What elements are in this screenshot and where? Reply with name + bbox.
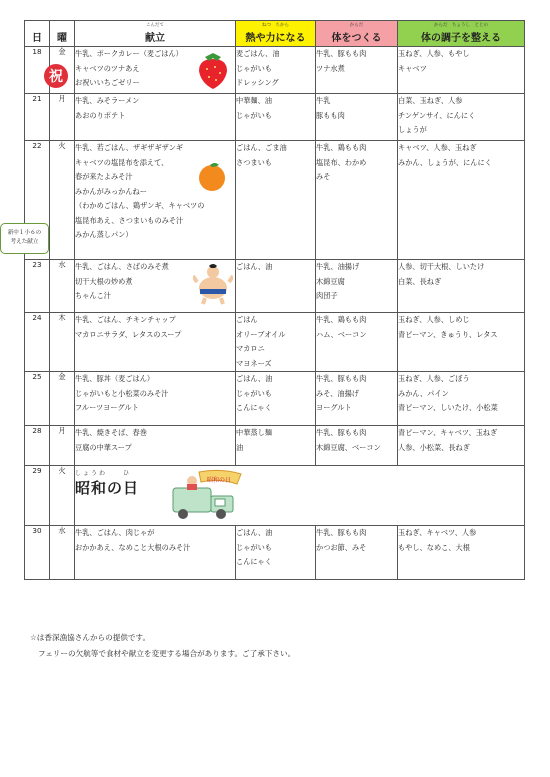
holiday-cell: [75, 466, 525, 526]
menu-cell-line: 牛乳、ごはん、さばのみそ煮: [75, 262, 169, 271]
condition-cell-line: 青ピーマン、しいたけ、小松菜: [398, 403, 498, 412]
body-cell-line: みそ: [316, 172, 331, 181]
body-cell: [316, 47, 398, 94]
mandarin-orange-icon: [195, 159, 229, 193]
menu-cell-line: じゃがいもと小松菜のみそ汁: [75, 388, 169, 398]
menu-cell: [75, 260, 236, 313]
body-cell: [316, 526, 398, 580]
condition-cell-line: 人参、小松菜、長ねぎ: [398, 442, 470, 452]
energy-cell-line: こんにゃく: [236, 557, 272, 566]
holiday-sign-text: 昭和の日: [207, 477, 232, 484]
menu-cell: [75, 426, 236, 466]
row-day: 30: [25, 526, 50, 580]
menu-cell-line: おかかあえ、なめこと大根のみそ汁: [75, 542, 191, 552]
condition-cell: [398, 426, 525, 466]
energy-cell-line: さつまいも: [236, 157, 272, 167]
row-day: 21: [25, 94, 50, 141]
body-cell-line: 牛乳、油揚げ: [316, 262, 360, 271]
menu-cell-line: キャベツの塩昆布を添えて、: [75, 157, 169, 167]
row-day: 18: [25, 47, 50, 94]
energy-cell: [236, 372, 316, 426]
energy-cell-line: 麦ごはん、油: [236, 49, 280, 58]
menu-cell-line: 牛乳、焼きそば、春巻: [75, 428, 147, 437]
header-weekday: 曜: [50, 21, 75, 47]
condition-cell-line: みかん、パイン: [398, 388, 449, 398]
energy-cell-line: じゃがいも: [236, 110, 272, 120]
body-cell-line: 牛乳: [316, 96, 331, 105]
header-row: [25, 21, 525, 47]
energy-cell: [236, 426, 316, 466]
notes: [30, 630, 295, 662]
menu-cell: [75, 94, 236, 141]
condition-cell: [398, 526, 525, 580]
menu-cell: [75, 141, 236, 260]
body-cell-line: 牛乳、豚もも肉: [316, 428, 367, 437]
header-condition: からだ ちょうし ととの 体の調子を整える: [398, 21, 525, 47]
condition-cell-line: みかん、しょうが、にんにく: [398, 157, 492, 167]
condition-cell-line: 玉ねぎ、人参、ごぼう: [398, 374, 470, 383]
menu-cell-line: 牛乳、豚丼（麦ごはん）: [75, 374, 155, 383]
body-cell-line: 牛乳、鶏もも肉: [316, 315, 367, 324]
body-cell-line: ハム、ベーコン: [316, 329, 367, 339]
row-day: 24: [25, 313, 50, 372]
note-line: ☆は香深漁協さんからの提供です。: [30, 633, 151, 642]
energy-cell: [236, 313, 316, 372]
menu-row: [25, 94, 525, 141]
condition-cell: [398, 313, 525, 372]
energy-cell-line: ドレッシング: [236, 78, 279, 87]
menu-cell-line: ちゃんこ汁: [75, 291, 111, 300]
body-cell: [316, 260, 398, 313]
row-day: 22: [25, 141, 50, 260]
body-cell-line: 木綿豆腐、ベーコン: [316, 442, 381, 452]
energy-cell-line: ごはん: [236, 315, 258, 324]
energy-cell-line: オリーブオイル: [236, 329, 286, 339]
energy-cell: [236, 47, 316, 94]
body-cell-line: 塩昆布、わかめ: [316, 157, 367, 167]
energy-cell-line: ごはん、油: [236, 262, 273, 271]
condition-cell: [398, 372, 525, 426]
menu-cell-line: 春が来たよみそ汁: [75, 172, 133, 181]
menu-cell-line: 牛乳、みそラーメン: [75, 96, 140, 105]
menu-cell-line: 塩昆布あえ、さつまいものみそ汁: [75, 215, 184, 225]
header-day: 日: [25, 21, 50, 47]
menu-cell-line: フルーツヨーグルト: [75, 403, 139, 412]
energy-cell-line: ごはん、油: [236, 528, 273, 537]
energy-cell-line: マヨネーズ: [236, 358, 272, 368]
condition-cell: [398, 141, 525, 260]
body-cell: [316, 313, 398, 372]
body-cell: [316, 141, 398, 260]
sumo-wrestler-icon: [193, 262, 233, 306]
menu-cell: [75, 526, 236, 580]
condition-cell-line: 青ピーマン、キャベツ、玉ねぎ: [398, 428, 498, 437]
energy-cell-line: ごはん、油: [236, 374, 273, 383]
condition-cell: [398, 47, 525, 94]
menu-cell-line: 牛乳、ごはん、チキンチャップ: [75, 315, 176, 324]
energy-cell: [236, 141, 316, 260]
condition-cell-line: チンゲンサイ、にんにく: [398, 110, 476, 120]
body-cell-line: 肉団子: [316, 291, 338, 300]
condition-cell-line: キャベツ: [398, 63, 427, 73]
body-cell-line: 牛乳、鶏もも肉: [316, 143, 367, 152]
condition-cell: [398, 260, 525, 313]
row-weekday: 金: [50, 47, 75, 94]
menu-cell-line: みかんがみっかんねー: [75, 186, 147, 196]
header-body: からだ 体をつくる: [316, 21, 398, 47]
menu-cell: [75, 372, 236, 426]
menu-sheet: [24, 20, 524, 580]
holiday-title: 昭和の日: [75, 479, 140, 497]
menu-cell-line: 牛乳、若ごはん、ザギザギザンギ: [75, 143, 184, 152]
body-cell-line: 牛乳、豚もも肉: [316, 49, 367, 58]
row-day: 29: [25, 466, 50, 526]
student-menu-callout: 新中１小６の 考えた献立: [0, 223, 49, 254]
menu-cell: [75, 313, 236, 372]
strawberry-icon: [193, 49, 233, 91]
menu-row: [25, 466, 525, 526]
row-weekday: 水: [50, 526, 75, 580]
energy-cell: [236, 94, 316, 141]
menu-cell-line: キャベツのツナあえ: [75, 63, 140, 73]
condition-cell-line: しょうが: [398, 125, 427, 134]
energy-cell-line: 中華麺、油: [236, 96, 272, 105]
row-weekday: 木: [50, 313, 75, 372]
menu-cell-line: （わかめごはん、鶏ザンギ、キャベツの: [75, 201, 205, 210]
row-weekday: 月: [50, 426, 75, 466]
row-day: 23: [25, 260, 50, 313]
body-cell-line: ヨーグルト: [316, 403, 352, 412]
menu-cell-line: 牛乳、ごはん、肉じゃが: [75, 528, 155, 537]
body-cell-line: 木綿豆腐: [316, 276, 345, 286]
menu-cell-line: あおのりポテト: [75, 110, 126, 120]
menu-cell-line: 切干大根の炒め煮: [75, 276, 133, 286]
body-cell: [316, 94, 398, 141]
body-cell-line: ツナ水煮: [316, 63, 345, 73]
condition-cell-line: キャベツ、人参、玉ねぎ: [398, 143, 477, 152]
menu-cell-line: お祝いいちごゼリー: [75, 78, 140, 87]
energy-cell: [236, 260, 316, 313]
energy-cell-line: 中華蒸し麺: [236, 428, 272, 437]
body-cell: [316, 372, 398, 426]
energy-cell-line: 油: [236, 442, 244, 452]
condition-cell-line: 人参、切干大根、しいたけ: [398, 262, 485, 271]
row-weekday: 月: [50, 94, 75, 141]
celebration-mark-icon: [41, 61, 71, 91]
condition-cell-line: 青ピーマン、きゅうり、レタス: [398, 329, 498, 339]
header-menu: こんだて 献立: [75, 21, 236, 47]
menu-cell-line: 牛乳、ポークカレー（麦ごはん）: [75, 49, 183, 58]
body-cell-line: かつお節、みそ: [316, 542, 367, 552]
lunch-menu-table: [24, 20, 525, 580]
header-energy: ねつ ちから 熱や力になる: [236, 21, 316, 47]
condition-cell-line: 白菜、玉ねぎ、人参: [398, 96, 463, 105]
note-line: フェリーの欠航等で食材や献立を変更する場合があります。ご了承下さい。: [38, 649, 296, 658]
row-day: 25: [25, 372, 50, 426]
body-cell-line: 豚もも肉: [316, 110, 345, 120]
holiday-reading: しょうわ ひ: [75, 470, 132, 477]
menu-row: [25, 260, 525, 313]
holiday-truck-illustration: [165, 468, 245, 522]
energy-cell-line: じゃがいも: [236, 63, 272, 73]
condition-cell-line: 玉ねぎ、人参、しめじ: [398, 315, 470, 324]
row-weekday: 金: [50, 372, 75, 426]
menu-row: [25, 426, 525, 466]
condition-cell-line: 白菜、長ねぎ: [398, 276, 442, 286]
body-cell-line: みそ、油揚げ: [316, 388, 359, 398]
condition-cell-line: 玉ねぎ、人参、もやし: [398, 49, 470, 58]
celebration-mark-text: 祝: [49, 69, 63, 85]
menu-row: [25, 313, 525, 372]
menu-cell: [49, 47, 236, 94]
condition-cell: [398, 94, 525, 141]
energy-cell-line: じゃがいも: [236, 388, 272, 398]
menu-row: [25, 47, 525, 94]
row-weekday: 水: [50, 260, 75, 313]
menu-row: [25, 372, 525, 426]
menu-cell-line: みかん蒸しパン）: [75, 230, 133, 239]
menu-row: [25, 141, 525, 260]
energy-cell-line: ごはん、ごま油: [236, 143, 287, 152]
row-weekday: 火: [50, 141, 75, 260]
energy-cell-line: マカロニ: [236, 344, 265, 353]
energy-cell: [236, 526, 316, 580]
row-weekday: 火: [50, 466, 75, 526]
menu-row: [25, 526, 525, 580]
menu-cell-line: 豆腐の中華スープ: [75, 442, 132, 452]
energy-cell-line: こんにゃく: [236, 403, 272, 412]
body-cell: [316, 426, 398, 466]
condition-cell-line: もやし、なめこ、大根: [398, 542, 470, 552]
condition-cell-line: 玉ねぎ、キャベツ、人参: [398, 528, 477, 537]
row-day: 28: [25, 426, 50, 466]
body-cell-line: 牛乳、豚もも肉: [316, 374, 367, 383]
energy-cell-line: じゃがいも: [236, 542, 272, 552]
menu-cell-line: マカロニサラダ、レタスのスープ: [75, 329, 182, 339]
body-cell-line: 牛乳、豚もも肉: [316, 528, 367, 537]
